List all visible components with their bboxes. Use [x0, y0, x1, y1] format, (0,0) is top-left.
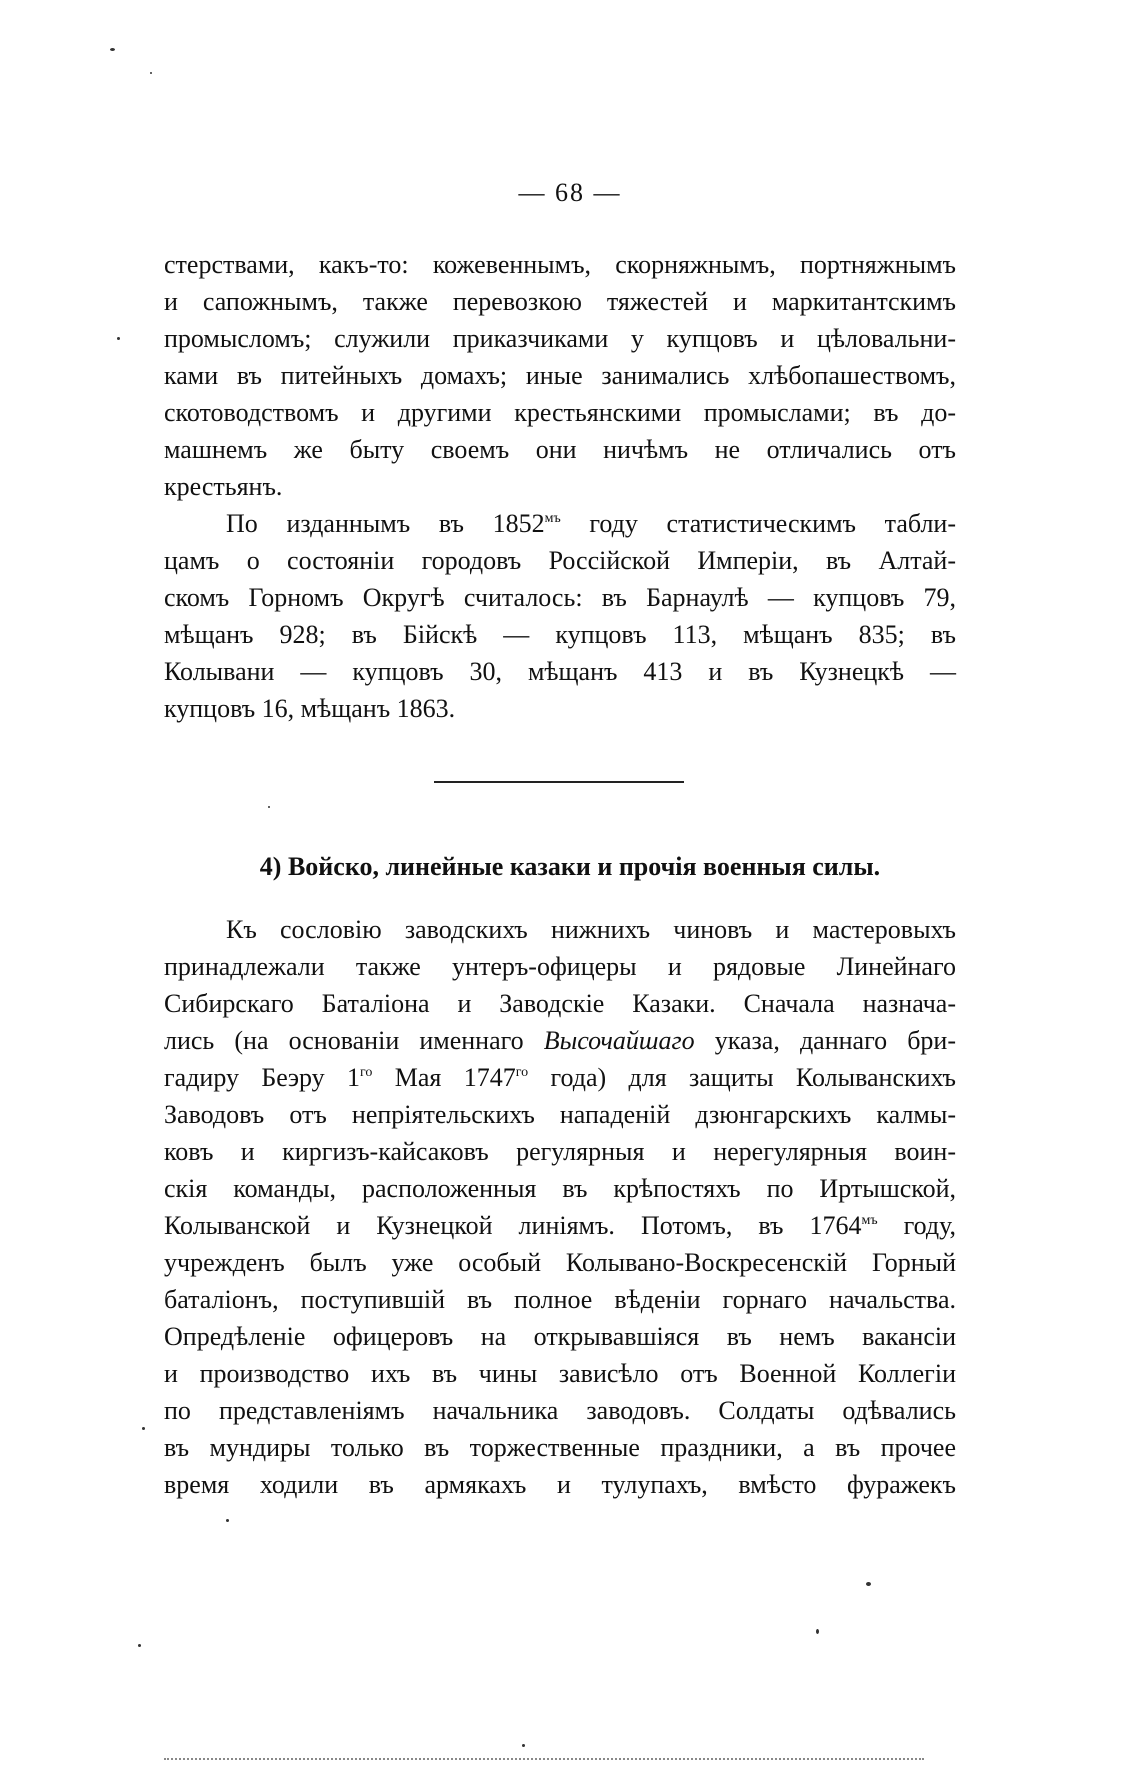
text-line: Колывани — купцовъ 30, мѣщанъ 413 и въ Кузнецкѣ — — [164, 657, 956, 686]
paragraph-continuation — [164, 246, 956, 505]
text-segment: указа, даннаго бри- — [694, 1026, 956, 1055]
scan-speck — [522, 1744, 525, 1747]
text-line — [164, 505, 956, 542]
text-line: стерствами, какъ-то: кожевеннымъ, скорняжнымъ, портняжнымъ — [164, 250, 956, 279]
italic-word: Высочайшаго — [543, 1026, 695, 1055]
text-line: мѣщанъ 928; въ Бійскѣ — купцовъ 113, мѣщанъ 835; въ — [164, 620, 956, 649]
text-line: баталіонъ, поступившій въ полное вѣденіи горнаго начальства. — [164, 1285, 956, 1314]
page-number: — 68 — — [518, 178, 622, 207]
scan-speck — [150, 72, 152, 74]
text-line: ковъ и киргизъ-кайсаковъ регулярныя и нерегулярныя воин- — [164, 1137, 956, 1166]
text-line: и сапожнымъ, также перевозкою тяжестей и маркитантскимъ — [164, 287, 956, 316]
text-line: Опредѣленіе офицеровъ на открывавшіяся въ немъ вакансіи — [164, 1322, 956, 1351]
text-line: Сибирскаго Баталіона и Заводскіе Казаки. Сначала назнача- — [164, 989, 956, 1018]
text-line — [164, 1207, 956, 1244]
superscript: го — [515, 1065, 529, 1080]
text-line: и производство ихъ въ чины зависѣло отъ Военной Коллегіи — [164, 1359, 956, 1388]
scan-speck — [816, 1629, 819, 1634]
text-segment: Мая 1747 — [372, 1063, 516, 1092]
scan-speck — [138, 1644, 141, 1647]
text-segment: По изданнымъ въ 1852 — [226, 509, 545, 538]
text-line: время ходили въ армякахъ и тулупахъ, вмѣсто фуражекъ — [164, 1470, 956, 1499]
text-line: принадлежали также унтеръ-офицеры и рядовые Линейнаго — [164, 952, 956, 981]
superscript: го — [359, 1065, 373, 1080]
text-line: купцовъ 16, мѣщанъ 1863. — [164, 694, 456, 723]
text-line: по представленіямъ начальника заводовъ. Солдаты одѣвались — [164, 1396, 956, 1425]
page-bottom-edge — [164, 1758, 924, 1760]
text-line: скія команды, расположенныя въ крѣпостяхъ по Иртышской, — [164, 1174, 956, 1203]
text-line: учрежденъ былъ уже особый Колывано-Воскресенскій Горный — [164, 1248, 956, 1277]
text-line: ками въ питейныхъ домахъ; иные занимались хлѣбопашествомъ, — [164, 361, 956, 390]
scan-speck — [142, 1427, 145, 1430]
text-line — [164, 1022, 956, 1059]
scan-speck — [268, 806, 270, 808]
text-segment: году статистическимъ табли- — [560, 509, 956, 538]
text-line: промысломъ; служили приказчиками у купцовъ и цѣловальни- — [164, 324, 956, 353]
text-line: Къ сословію заводскихъ нижнихъ чиновъ и мастеровыхъ — [226, 915, 956, 944]
section-divider — [434, 781, 684, 783]
scan-speck — [110, 48, 115, 51]
text-line: машнемъ же быту своемъ они ничѣмъ не отличались отъ — [164, 435, 956, 464]
paragraph-statistics — [164, 505, 956, 727]
text-segment: году, — [877, 1211, 956, 1240]
text-line: Заводовъ отъ непріятельскихъ нападеній дзюнгарскихъ калмы- — [164, 1100, 956, 1129]
scan-speck — [117, 337, 120, 340]
text-line: цамъ о состояніи городовъ Россійской Имперіи, въ Алтай- — [164, 546, 956, 575]
text-line — [164, 1059, 956, 1096]
text-line: въ мундиры только въ торжественные праздники, а въ прочее — [164, 1433, 956, 1462]
section-heading: 4) Войско, линейные казаки и прочія военныя силы. — [259, 852, 881, 881]
text-segment: Колыванской и Кузнецкой линіямъ. Потомъ, въ 1764 — [164, 1211, 862, 1240]
superscript: мъ — [861, 1213, 878, 1228]
superscript: мъ — [544, 511, 561, 526]
paragraph-military — [164, 911, 956, 1503]
scan-speck — [226, 1519, 229, 1522]
text-line: крестьянъ. — [164, 472, 283, 501]
text-line: скотоводствомъ и другими крестьянскими промыслами; въ до- — [164, 398, 956, 427]
scan-speck — [866, 1582, 871, 1586]
text-line: скомъ Горномъ Округѣ считалось: въ Барнаулѣ — купцовъ 79, — [164, 583, 956, 612]
text-segment: года) для защиты Колыванскихъ — [528, 1063, 956, 1092]
text-segment: гадиру Беэру 1 — [164, 1063, 360, 1092]
text-segment: лись (на основаніи именнаго — [164, 1026, 544, 1055]
